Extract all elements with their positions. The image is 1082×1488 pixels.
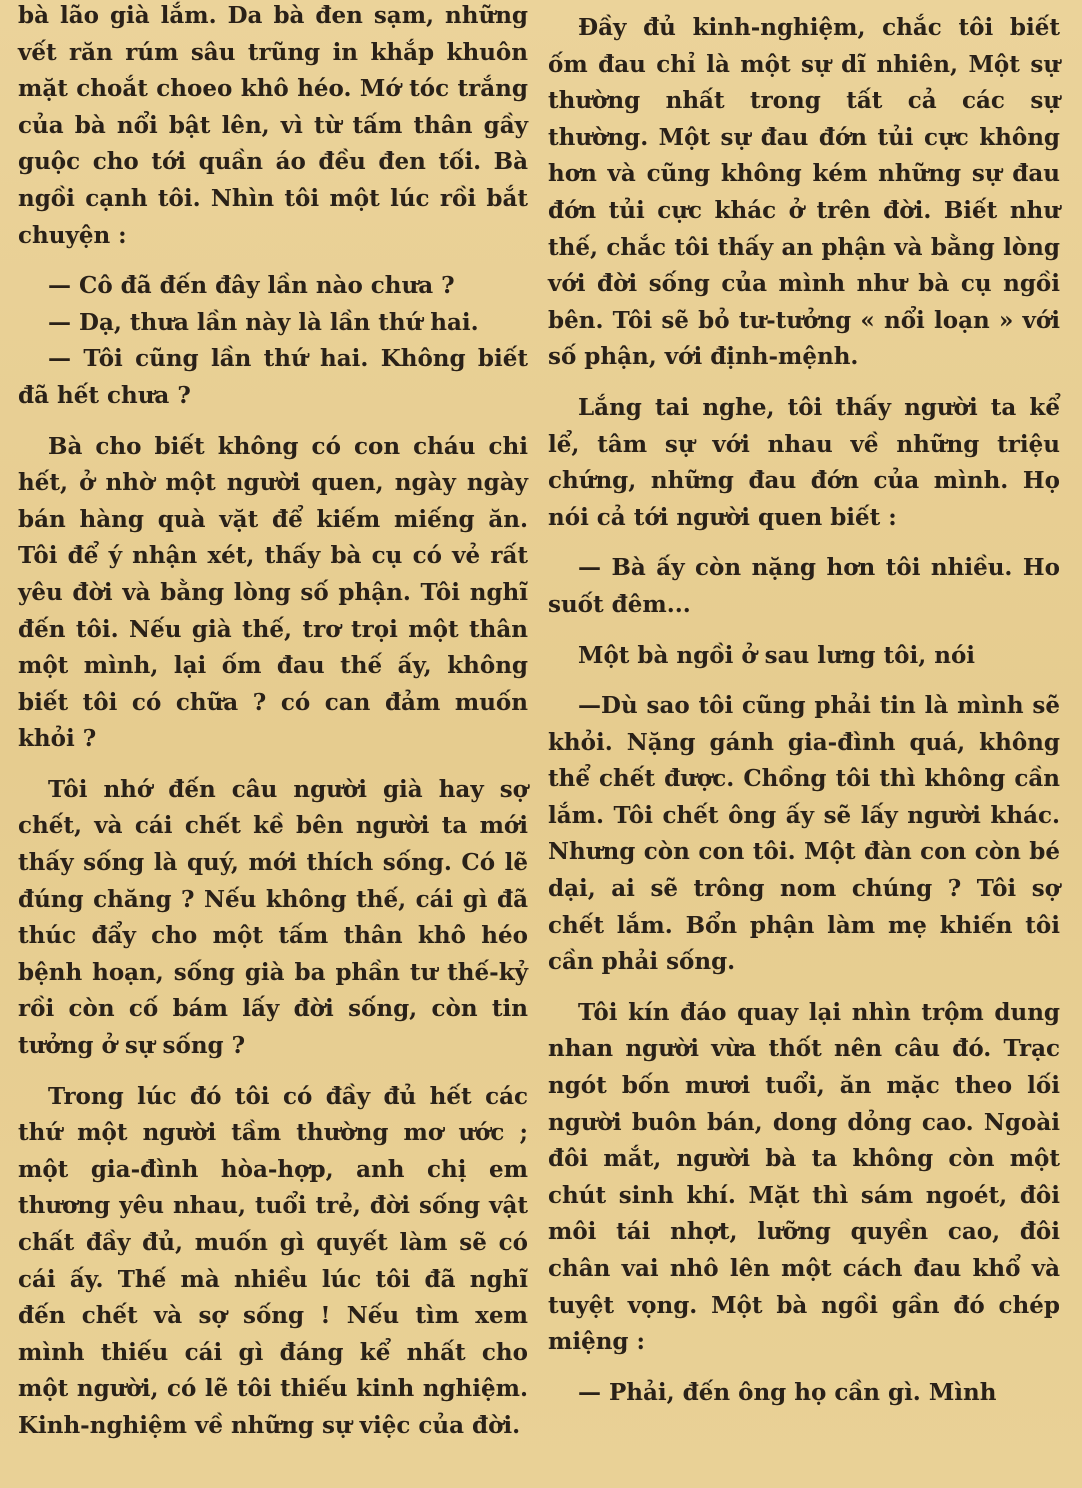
paragraph: Trong lúc đó tôi có đầy đủ hết các thứ một người tầm thường mơ ước ; một gia-đình hòa-hợp, anh chị em thương yêu nhau, tuổi trẻ, đời sống vật chất đầy đủ, muốn gì quyết làm sẽ có cái ấy. Thế mà nhiều lúc tôi đã nghĩ đến chết và sợ sống ! Nếu tìm xem mình thiếu cái gì đáng kể nhất cho một người, có lẽ tôi thiếu kinh nghiệm. Kinh-nghiệm về những sự việc của đời.	[18, 1082, 528, 1439]
dialog-line: — Dạ, thưa lần này là lần thứ hai.	[48, 308, 479, 336]
dialog-line: — Phải, đến ông họ cần gì. Mình	[578, 1378, 997, 1406]
dialog-line: — Bà ấy còn nặng hơn tôi nhiều. Ho suốt đêm...	[548, 554, 1060, 618]
paragraph: Tôi nhớ đến câu người già hay sợ chết, và cái chết kề bên người ta mới thấy sống là quý, mới thích sống. Có lẽ đúng chăng ? Nếu không thế, cái gì đã thúc đẩy cho một tấm thân khô héo bệnh hoạn, sống già ba phần tư thế-kỷ rồi còn cố bám lấy đời sống, còn tin tưởng ở sự sống ?	[18, 775, 528, 1060]
paragraph: Một bà ngồi ở sau lưng tôi, nói	[578, 641, 976, 669]
paragraph: Đầy đủ kinh-nghiệm, chắc tôi biết ốm đau chỉ là một sự dĩ nhiên, Một sự thường nhất trong tất cả các sự thường. Một sự đau đớn tủi cực không hơn và cũng không kém những sự đau đớn tủi cực khác ở trên đời. Biết như thế, chắc tôi thấy an phận và bằng lòng với đời sống của mình như bà cụ ngồi bên. Tôi sẽ bỏ tư-tưởng « nổi loạn » với số phận, với định-mệnh.	[548, 14, 1060, 371]
paragraph: Tôi kín đáo quay lại nhìn trộm dung nhan người vừa thốt nên câu đó. Trạc ngót bốn mươi tuổi, ăn mặc theo lối người buôn bán, dong dỏng cao. Ngoài đôi mắt, người bà ta không còn một chút sinh khí. Mặt thì sám ngoét, đôi môi tái nhợt, lưỡng quyền cao, đôi chân vai nhô lên một cách đau khổ và tuyệt vọng. Một bà ngồi gần đó chép miệng :	[548, 998, 1060, 1356]
dialog-line: — Cô đã đến đây lần nào chưa ?	[48, 272, 455, 300]
dialog-line: — Tôi cũng lần thứ hai. Không biết đã hết chưa ?	[18, 345, 528, 409]
paragraph: Bà cho biết không có con cháu chi hết, ở nhờ một người quen, ngày ngày bán hàng quà vặt để kiếm miếng ăn. Tôi để ý nhận xét, thấy bà cụ có vẻ rất yêu đời và bằng lòng số phận. Tôi nghĩ đến tôi. Nếu già thế, trơ trọi một thân một mình, lại ốm đau thế ấy, không biết tôi có chữa ? có can đảm muốn khỏi ?	[18, 432, 528, 753]
left-text-column	[18, 0, 528, 1445]
right-text-column	[548, 0, 1060, 1411]
paragraph: —Dù sao tôi cũng phải tin là mình sẽ khỏi. Nặng gánh gia-đình quá, không thể chết được. Chồng tôi thì không cần lắm. Tôi chết ông ấy sẽ lấy người khác. Nhưng còn con tôi. Một đàn con còn bé dại, ai sẽ trông nom chúng ? Tôi sợ chết lắm. Bổn phận làm mẹ khiến tôi cần phải sống.	[548, 692, 1060, 976]
paragraph: bà lão già lắm. Da bà đen sạm, những vết răn rúm sâu trũng in khắp khuôn mặt choắt choeo khô héo. Mớ tóc trắng của bà nổi bật lên, vì từ tấm thân gầy guộc cho tới quần áo đều đen tối. Bà ngồi cạnh tôi. Nhìn tôi một lúc rồi bắt chuyện :	[18, 2, 528, 249]
paragraph: Lắng tai nghe, tôi thấy người ta kể lể, tâm sự với nhau về những triệu chứng, những đau đớn của mình. Họ nói cả tới người quen biết :	[548, 393, 1060, 531]
